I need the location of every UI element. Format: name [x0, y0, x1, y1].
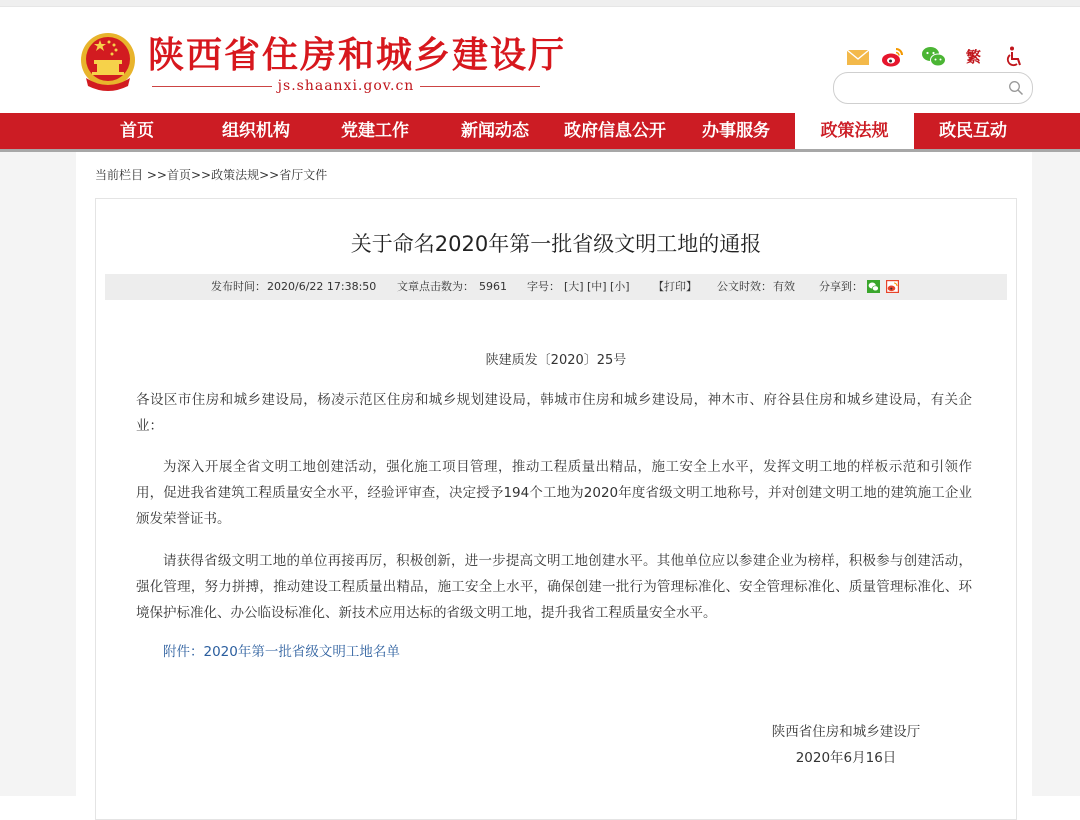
left-gutter [0, 152, 76, 796]
article-meta-bar [105, 274, 1007, 300]
nav-item-policies[interactable]: 政策法规 [795, 113, 914, 149]
nav-item-gov-info[interactable]: 政府信息公开 [564, 121, 666, 141]
breadcrumb-prefix: 当前栏目 [95, 168, 144, 182]
traditional-chinese-toggle[interactable]: 繁 [966, 48, 982, 66]
site-header [0, 7, 1080, 113]
breadcrumb-provincial-documents[interactable]: 省厅文件 [279, 168, 328, 182]
wechat-icon[interactable] [921, 45, 947, 69]
breadcrumb-sep: >> [259, 168, 280, 182]
font-large-button[interactable]: [大] [564, 280, 584, 293]
search-icon[interactable] [1008, 80, 1024, 96]
site-title: 陕西省住房和城乡建设厅 [148, 34, 567, 76]
nav-item-services[interactable]: 办事服务 [702, 121, 770, 141]
issuer-signature: 陕西省住房和城乡建设厅 [771, 724, 921, 740]
header-tools [846, 45, 1026, 75]
nav-item-interaction[interactable]: 政民互动 [939, 121, 1007, 141]
print-button[interactable]: 【打印】 [653, 280, 697, 293]
main-nav [0, 113, 1080, 152]
breadcrumb-policies[interactable]: 政策法规 [211, 168, 260, 182]
nav-item-news[interactable]: 新闻动态 [461, 121, 529, 141]
nav-item-party-building[interactable]: 党建工作 [341, 121, 409, 141]
nav-item-home[interactable]: 首页 [120, 121, 154, 141]
article-title: 关于命名2020年第一批省级文明工地的通报 [350, 232, 762, 256]
mail-icon[interactable] [846, 45, 870, 69]
publish-label: 发布时间： [211, 280, 266, 293]
right-gutter [1032, 152, 1080, 796]
weibo-icon[interactable] [881, 45, 905, 69]
publish-time: 2020/6/22 17:38:50 [267, 280, 377, 293]
breadcrumb-sep: >> [190, 168, 212, 182]
site-domain [152, 77, 540, 95]
search-input[interactable] [846, 78, 1010, 98]
site-domain-text: js.shaanxi.gov.cn [272, 78, 421, 94]
document-number: 陕建质发〔2020〕25号 [485, 353, 627, 368]
accessibility-icon[interactable] [1004, 45, 1024, 69]
issue-date: 2020年6月16日 [795, 750, 897, 766]
article-paragraph-2: 请获得省级文明工地的单位再接再厉，积极创新，进一步提高文明工地创建水平。其他单位应以参建企业为榜样，积极参与创建活动，强化管理，努力拼搏，推动建设工程质量出精品，施工安全上水平，确保创建一批行为管理标准化、安全管理标准化、质量管理标准化、环境保护标准化、办公临设标准化、新技术应用达标的省级文明工地，提升我省工程质量安全水平。 [136, 553, 972, 621]
share-weibo-icon[interactable] [886, 280, 899, 293]
national-emblem-icon [78, 30, 138, 94]
nav-item-organization[interactable]: 组织机构 [222, 121, 290, 141]
attachment-link[interactable]: 附件：2020年第一批省级文明工地名单 [163, 644, 400, 660]
click-count: 5961 [479, 280, 507, 293]
article-recipients: 各设区市住房和城乡建设局，杨凌示范区住房和城乡规划建设局，韩城市住房和城乡建设局，神木市、府谷县住房和城乡建设局，有关企业： [136, 392, 972, 434]
breadcrumb-sep: >> [146, 168, 167, 182]
font-medium-button[interactable]: [中] [587, 280, 607, 293]
share-label: 分享到： [819, 280, 863, 293]
breadcrumb-home[interactable]: 首页 [166, 168, 191, 182]
share-wechat-icon[interactable] [867, 280, 880, 293]
font-size-label: 字号： [527, 280, 560, 293]
breadcrumb [95, 166, 327, 184]
browser-top-strip [0, 0, 1080, 7]
site-search[interactable] [833, 72, 1033, 104]
validity-label: 公文时效： [717, 280, 772, 293]
validity-value: 有效 [773, 280, 795, 293]
article-panel [95, 198, 1017, 820]
article-paragraph-1: 为深入开展全省文明工地创建活动，强化施工项目管理，推动工程质量出精品，施工安全上水平，发挥文明工地的样板示范和引领作用，促进我省建筑工程质量安全水平，经验评审查，决定授予194个工地为2020年度省级文明工地称号，并对创建文明工地的建筑施工企业颁发荣誉证书。 [136, 459, 972, 527]
clicks-label: 文章点击数为： [397, 280, 474, 293]
font-small-button[interactable]: [小] [610, 280, 630, 293]
